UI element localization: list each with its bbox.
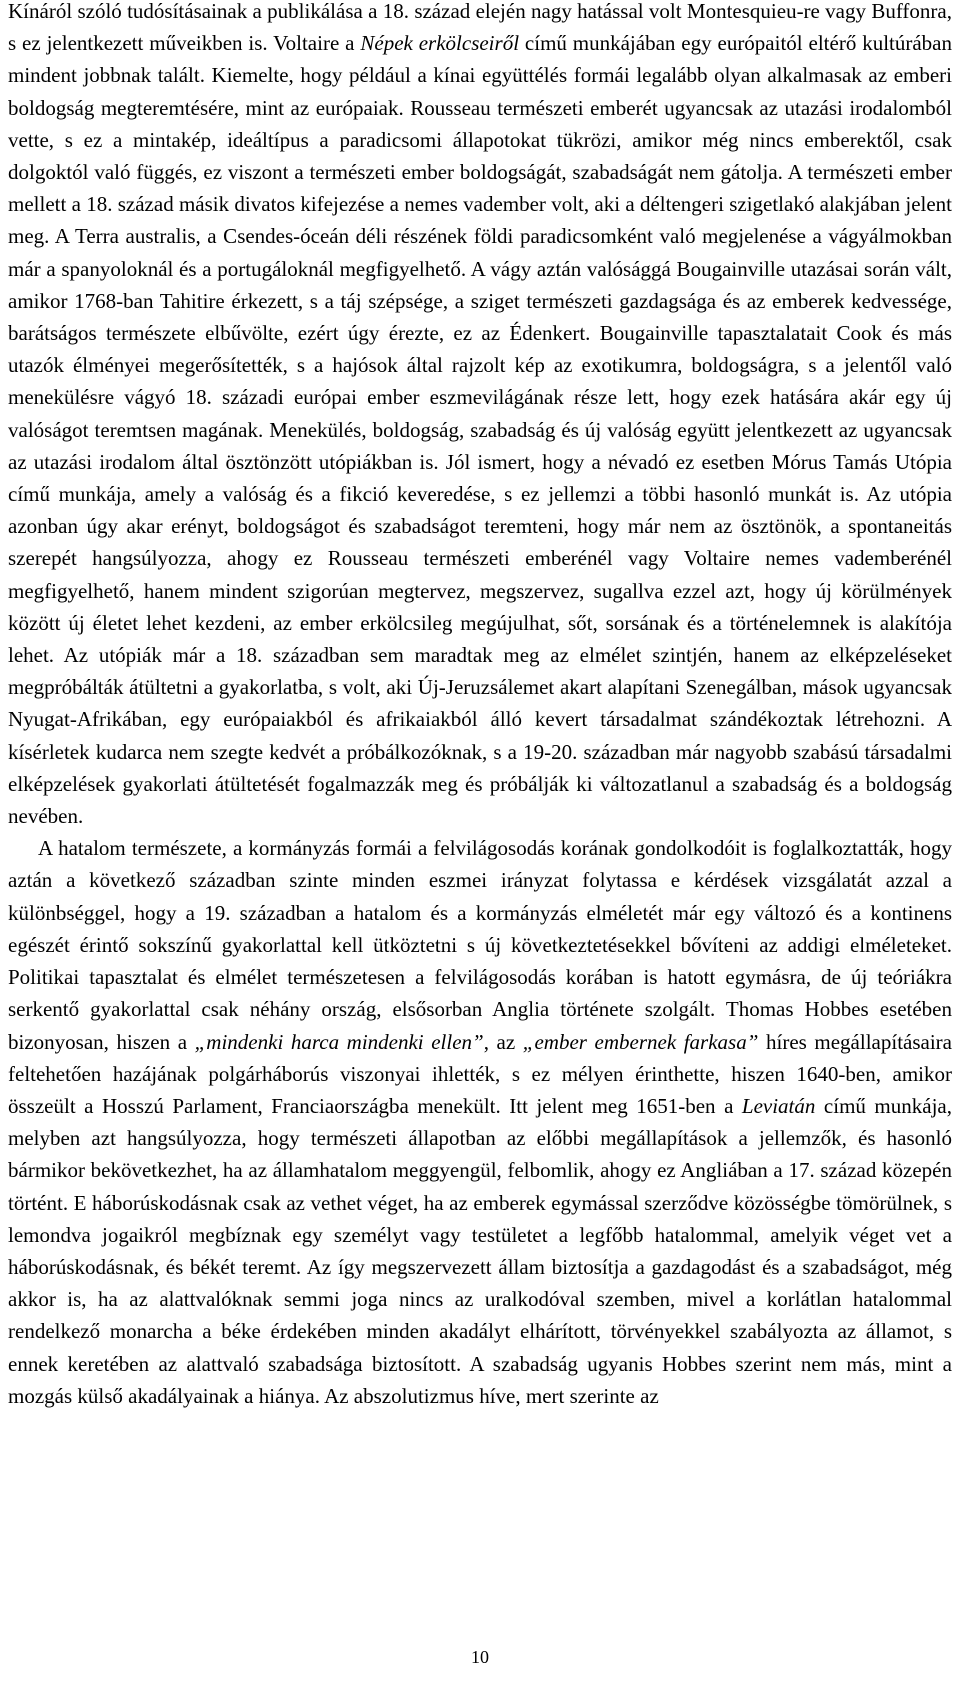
paragraph [8,832,952,1412]
text-run: című munkájában egy európaitól eltérő kultúrában mindent jobbnak talált. Kiemelte, hogy például a kínai együttélés formái legalább olyan alkalmasak az emberi boldogság megteremtésére, mint az európaiak. Rousseau természeti emberét ugyancsak az utazási irodalomból vette, s ez a mintakép, ideáltípus a paradicsomi állapotokat tükrözi, amikor még nincs emberektől, csak dolgoktól való függés, ez viszont a természeti ember boldogságát, szabadságát nem gátolja. A természeti ember mellett a 18. század másik divatos kifejezése a nemes vadember volt, aki a déltengeri szigetlakó alakjában jelent meg. A Terra australis, a Csendes-óceán déli részének földi paradicsomként való megjelenése a vágyálmokban már a spanyoloknál és a portugáloknál megfigyelhető. A vágy aztán valósággá Bougainville utazásai során vált, amikor 1768-ban Tahitire érkezett, s a táj szépsége, a sziget természeti gazdagsága és az emberek kedvessége, barátságos természete elbűvölte, ezért úgy érezte, ez az Édenkert. Bougainville tapasztalatait Cook és más utazók élményei megerősítették, s a hajósok által rajzolt kép az exotikumra, boldogságra, s a jelentől való menekülésre vágyó 18. századi európai ember eszmevilágának része lett, hogy ezek hatására akár egy új valóságot teremtsen magának. Menekülés, boldogság, szabadság és új valóság együtt jelentkezett az ugyancsak az utazási irodalom által ösztönzött utópiákban is. Jól ismert, hogy a névadó ez esetben Mórus Tamás Utópia című munkája, amely a valóság és a fikció keveredése, s ez jellemzi a többi hasonló munkát is. Az utópia azonban úgy akar erényt, boldogságot és szabadságot teremteni, hogy már nem az ösztönök, a spontaneitás szerepét hangsúlyozza, ahogy ez Rousseau természeti emberénél vagy Voltaire nemes vademberénél megfigyelhető, hanem mindent szigorúan megtervez, megszervez, sugallva ezzel azt, hogy új körülmények között új életet lehet kezdeni, az ember erkölcsileg megújulhat, sőt, sorsának és a történelemnek is alakítója lehet. Az utópiák már a 18. században sem maradtak meg az elmélet szintjén, hanem az elképzeléseket megpróbálták átültetni a gyakorlatba, s volt, aki Új-Jeruzsálemet akart alapítani Szenegálban, mások ugyancsak Nyugat-Afrikában, egy európaiakból és afrikaiakból álló kevert társadalmat szándékoztak létrehozni. A kísérletek kudarca nem szegte kedvét a próbálkozóknak, s a 19-20. században már nagyobb szabású társadalmi elképzelések gyakorlati átültetését fogalmazzák meg és próbálják ki változatlanul a szabadság és a boldogság nevében. [8,31,953,829]
italic-text: Népek erkölcseiről [360,31,520,56]
italic-text: „ember embernek farkasa” [522,1029,759,1054]
paragraph [8,0,952,832]
text-run: című munkája, melyben azt hangsúlyozza, hogy természeti állapotban az előbbi megállapítások a jellemzők, és hasonló bármikor bekövetkezhet, ha az államhatalom meggyengül, felbomlik, ahogy ez Angliában a 17. század közepén történt. E háborúskodásnak csak az vethet véget, ha az emberek egymással szerződve közösségbe tömörülnek, s lemondva jogaikról megbíznak egy személyt vagy testületet a legfőbb hatalommal, amelyik véget vet a háborúskodásnak, és békét teremt. Az így megszervezett állam biztosítja a gazdagodást és a szabadságot, még akkor is, ha az alattvalóknak semmi joga nincs az uralkodóval szemben, mivel a korlátlan hatalommal rendelkező monarcha a béke érdekében minden akadályt elhárított, törvényekkel szabályozta az államot, s ennek keretében az alattvaló szabadsága biztosított. A szabadság ugyanis Hobbes szerint nem más, mint a mozgás külső akadályainak a hiánya. Az abszolutizmus híve, mert szerinte az [8,1093,952,1408]
body-text [8,0,952,1412]
text-run: , az [483,1029,523,1054]
italic-text: Leviatán [741,1093,816,1118]
text-run: A hatalom természete, a kormányzás formái a felvilágosodás korának gondolkodóit is foglalkoztatták, hogy aztán a következő században szinte minden eszmei irányzat folytassa e kérdések vizsgálatát azzal a különbséggel, hogy a 19. században a hatalom és a kormányzás elméletét már egy változó és a kontinens egészét érintő sokszínű gyakorlattal kell ütköztetni s új következtetésekkel bővíteni az addigi elméleteket. Politikai tapasztalat és elmélet természetesen a felvilágosodás korában is hatott egymásra, de új teóriákra serkentő gyakorlattal csak néhány ország, elsősorban Anglia története szolgált. Thomas Hobbes esetében bizonyosan, hiszen a [8,836,952,1054]
italic-text: „mindenki harca mindenki ellen” [194,1029,484,1054]
page-number: 10 [471,1647,489,1667]
text-run: Kínáról szóló tudósításainak a publikálása a 18. század elején nagy hatással volt Montesquieu-re vagy Buffonra, s ez jelentkezett műveikben is. Voltaire a [8,0,952,56]
text-run: híres megállapításaira feltehetően hazájának polgárháborús viszonyai ihlették, s ez mélyen érinthette, hiszen 1640-ben, amikor összeült a Hosszú Parlament, Franciaországba menekült. Itt jelent meg 1651-ben a [8,1029,952,1118]
